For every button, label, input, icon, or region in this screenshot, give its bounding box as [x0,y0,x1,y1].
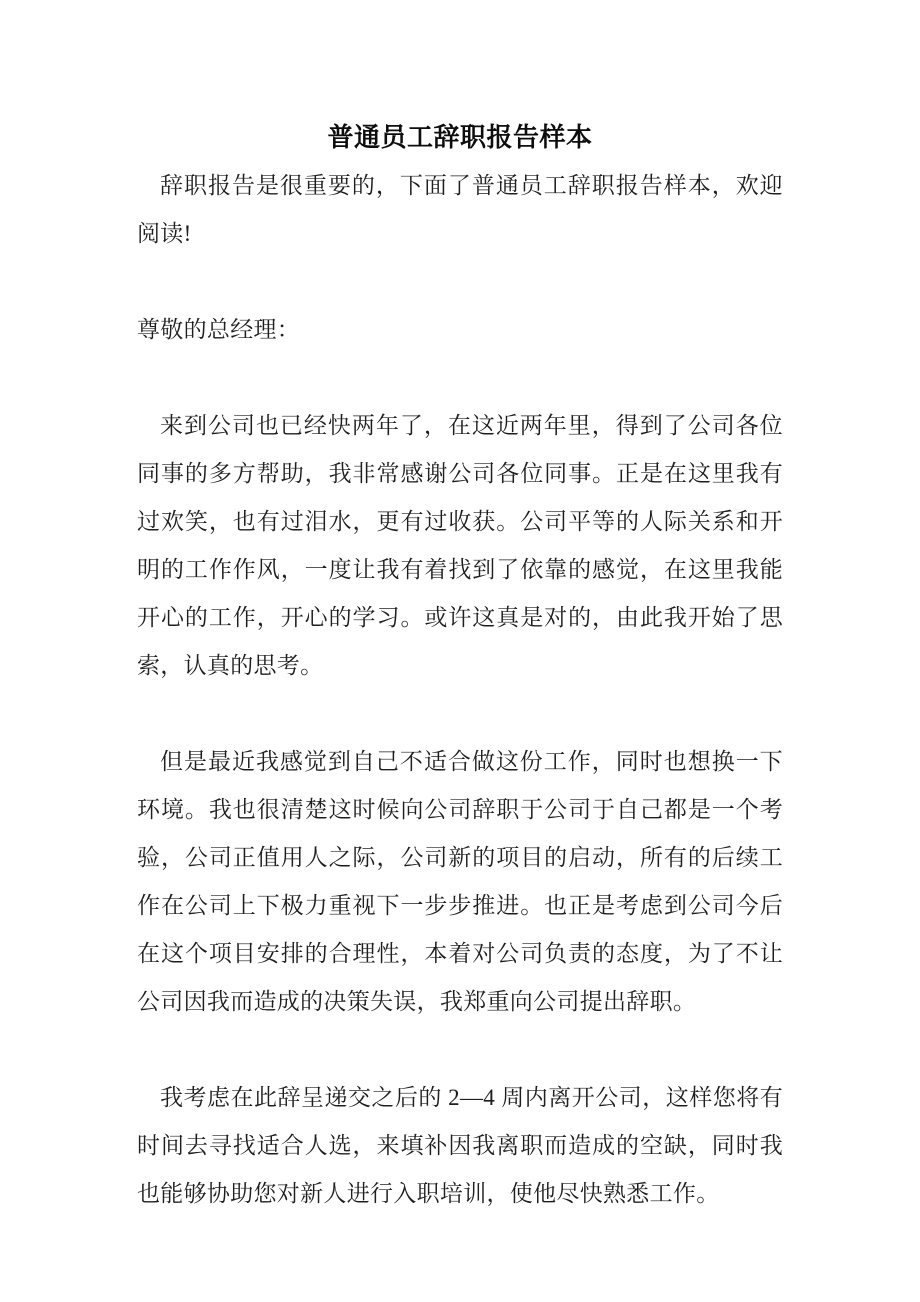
salutation-line: 尊敬的总经理： [137,317,301,342]
document-title: 普通员工辞职报告样本 [327,123,593,152]
body-paragraph-2: 但是最近我感觉到自己不适合做这份工作，同时也想换一下环境。我也很清楚这时候向公司辞职于公司于自己都是一个考验，公司正值用人之际，公司新的项目的启动，所有的后续工作在公司上下极力重视下一步步推进。也正是考虑到公司今后在这个项目安排的合理性，本着对公司负责的态度，为了不让公司因我而造成的决策失误，我郑重向公司提出辞职。 [137,749,783,1014]
body-paragraph-3: 我考虑在此辞呈递交之后的 2—4 周内离开公司，这样您将有时间去寻找适合人选，来填补因我离职而造成的空缺，同时我也能够协助您对新人进行入职培训，使他尽快熟悉工作。 [137,1085,783,1206]
body-paragraph-1: 来到公司也已经快两年了，在这近两年里，得到了公司各位同事的多方帮助，我非常感谢公司各位同事。正是在这里我有过欢笑，也有过泪水，更有过收获。公司平等的人际关系和开明的工作作风，一度让我有着找到了依靠的感觉，在这里我能开心的工作，开心的学习。或许这真是对的，由此我开始了思索，认真的思考。 [137,413,783,678]
intro-paragraph: 辞职报告是很重要的，下面了普通员工辞职报告样本，欢迎阅读! [137,173,783,246]
